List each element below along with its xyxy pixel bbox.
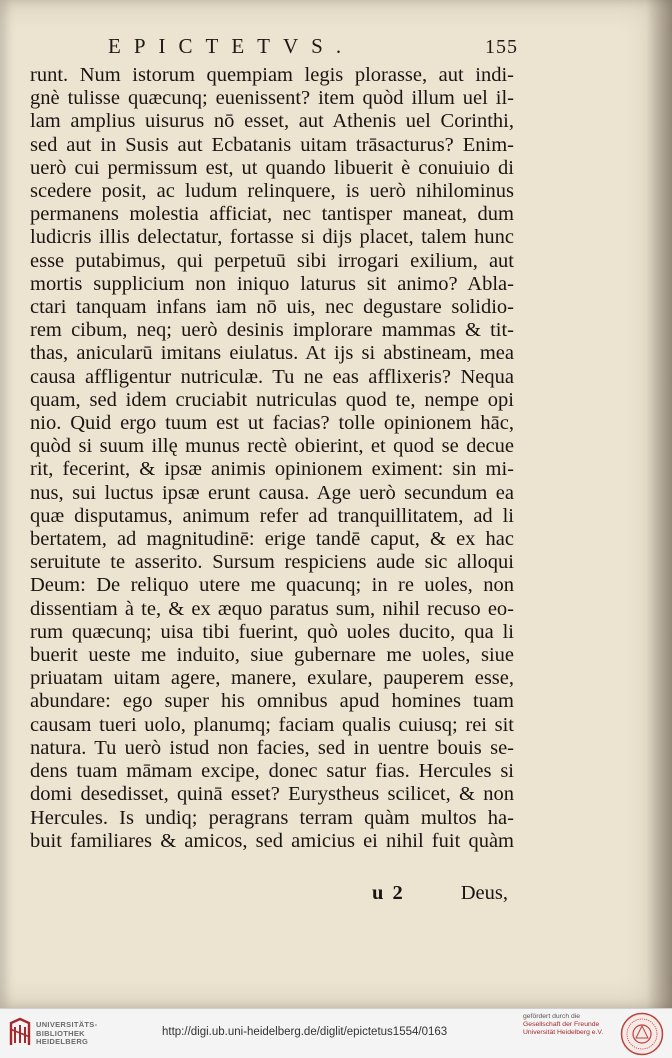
text-line: causa affligentur nutriculæ. Tu ne eas afflixeris? Nequa: [30, 365, 514, 388]
text-line: causam tueri uolo, planumq; faciam qualis cuiusq; rei sit: [30, 713, 514, 736]
text-line: lam amplius uisurus nō esset, aut Athenis uel Corinthi,: [30, 110, 514, 133]
signature-mark: u 2: [372, 882, 405, 904]
text-line: quòd si suum illę munus rectè obierint, et quod se decue: [30, 435, 514, 458]
page-number: 155: [485, 36, 518, 58]
text-line: rum quæcunq; uisa tibi fuerint, quò uoles ducito, qua li: [30, 620, 514, 643]
page-footer: [372, 882, 508, 905]
text-line: rem cibum, neq; uerò desinis implorare mammas & tit-: [30, 319, 514, 342]
text-line: permanens molestia afficiat, nec tantisper maneat, dum: [30, 203, 514, 226]
text-line: sed aut in Susis aut Ecbatanis uitam trāsacturus? Enim-: [30, 133, 514, 156]
ub-heidelberg-logo-icon[interactable]: [8, 1017, 32, 1049]
text-line: ctari tanquam infans iam nō uis, nec degustare solidio-: [30, 296, 514, 319]
text-line: gnè tulisse quæcunq; euenissent? item quòd illum uel il-: [30, 87, 514, 110]
text-line: ludicris illis delectatur, fortasse si dijs placet, talem hunc: [30, 226, 514, 249]
text-line: domi desedisset, quinā esset? Eurystheus scilicet, & non: [30, 783, 514, 806]
text-line: bertatem, ad magnitudinē: erige tandē caput, & ex hac: [30, 528, 514, 551]
text-line: runt. Num istorum quempiam legis plorasse, aut indi-: [30, 64, 514, 86]
library-name[interactable]: UNIVERSITÄTS- BIBLIOTHEK HEIDELBERG: [36, 1020, 98, 1046]
text-line: quæ disputamus, animum refer ad tranquillitatem, ad li: [30, 504, 514, 527]
text-line: dens tuam māmam excipe, donec satur fias. Hercules si: [30, 760, 514, 783]
text-line: nio. Quid ergo tuum est ut facias? tolle opinionem hāc,: [30, 412, 514, 435]
text-line: nus, sui luctus ipsæ erunt causa. Age uerò secundum ea: [30, 481, 514, 504]
text-line: mortis supplicium non iniquo laturus sit animo? Abla-: [30, 272, 514, 295]
text-line: esse putabimus, qui perpetuū sibi irrogari exilium, aut: [30, 249, 514, 272]
catchword: Deus,: [460, 882, 508, 904]
text-line: Hercules. Is undiq; peragrans terram quàm multos ha-: [30, 806, 514, 829]
text-line: abundare: ego super his omnibus apud homines tuam: [30, 690, 514, 713]
sponsor-note[interactable]: gefördert durch die Gesellschaft der Freunde Universität Heidelberg e.V.: [523, 1013, 604, 1037]
running-title: EPICTETVS.: [108, 34, 355, 58]
text-line: dissentiam à te, & ex æquo paratus sum, nihil recuso eo-: [30, 597, 514, 620]
viewer-footer-bar: [0, 1008, 672, 1058]
text-line: thas, anicularū imitans eiulatus. At ijs si abstineam, mea: [30, 342, 514, 365]
page-header: [108, 34, 518, 59]
text-line: quam, sed idem cruciabit nutriculas quod te, nempe opi: [30, 388, 514, 411]
text-line: rit, fecerint, & ipsæ animis opinionem eximent: sin mi-: [30, 458, 514, 481]
text-line: scedere posit, ac ludum relinquere, is uerò nihilominus: [30, 180, 514, 203]
text-line: uerò cui permissum est, ut quando libuerit è conuiuio di: [30, 156, 514, 179]
text-line: seruitute te asserito. Sursum respiciens aude sic alloqui: [30, 551, 514, 574]
text-line: buerit ueste me induito, siue gubernare me uoles, siue: [30, 644, 514, 667]
text-line: natura. Tu uerò istud non facies, sed in uentre bouis se-: [30, 736, 514, 759]
text-line: priuatam uitam agere, manere, exulare, pauperem esse,: [30, 667, 514, 690]
sponsor-seal-icon[interactable]: [620, 1012, 664, 1056]
text-line: Deum: De reliquo utere me quacunq; in re uoles, non: [30, 574, 514, 597]
document-url-link[interactable]: http://digi.ub.uni-heidelberg.de/diglit/epictetus1554/0163: [162, 1026, 448, 1038]
text-line: buit familiares & amicos, sed amicius ei nihil fuit quàm: [30, 829, 514, 852]
body-text: [30, 64, 514, 853]
